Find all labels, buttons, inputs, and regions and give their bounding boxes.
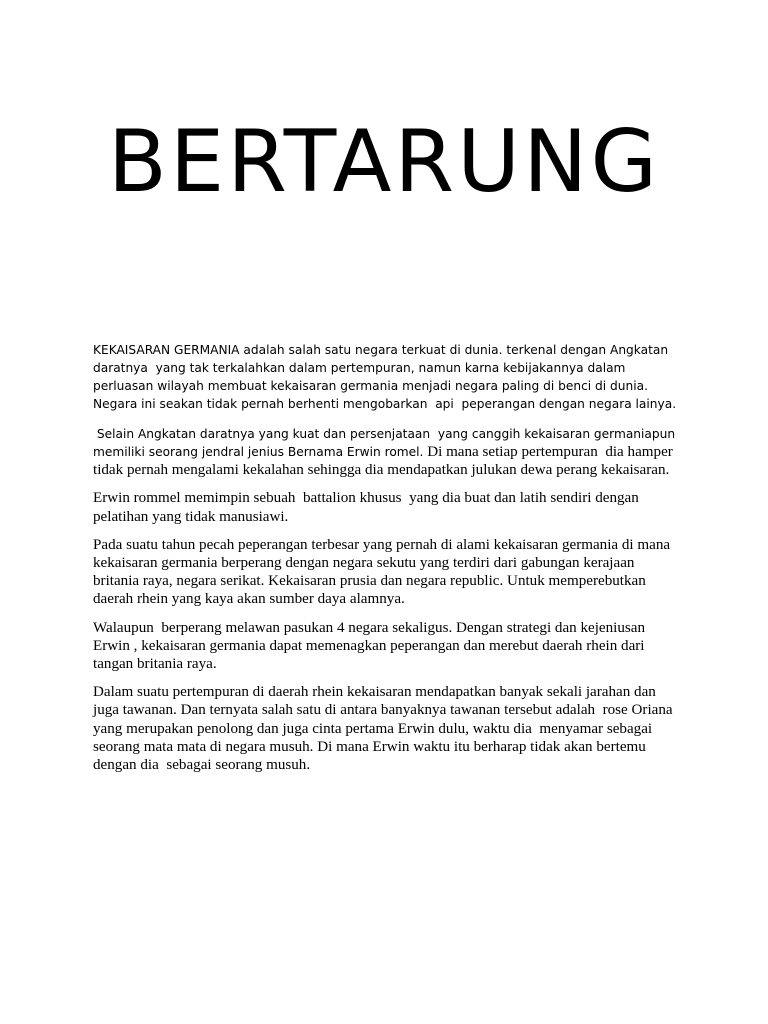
paragraph-1: KEKAISARAN GERMANIA adalah salah satu negara terkuat di dunia. terkenal dengan Angkatan daratnya yang tak terkalahkan dalam pertempuran, namun karna kebijakannya dalam perluasan wilayah membuat kekaisaran germania menjadi negara paling di benci di dunia. Negara ini seakan tidak pernah berhenti mengobarkan api peperangan dengan negara lainya. [93,343,677,411]
document-title: BERTARUNG [107,112,661,212]
paragraph-2-serif-part: Di mana setiap pertempuran dia hamper tidak pernah mengalami kekalahan sehingga dia mendapatkan julukan dewa perang kekaisaran. [93,444,677,479]
paragraph-5: Walaupun berperang melawan pasukan 4 negara sekaligus. Dengan strategi dan kejeniusan Erwin , kekaisaran germania dapat memenagkan peperangan dan merebut daerah rhein dari tangan britania raya. [93,619,649,673]
document-body [93,341,683,784]
paragraph-2 [93,425,683,479]
paragraph-2-sans-part: Selain Angkatan daratnya yang kuat dan persenjataan yang canggih kekaisaran germaniapun memiliki seorang jendral jenius Bernama Erwin romel. [93,427,679,459]
paragraph-3: Erwin rommel memimpin sebuah battalion khusus yang dia buat dan latih sendiri dengan pelatihan yang tidak manusiawi. [93,490,643,525]
paragraph-4: Pada suatu tahun pecah peperangan terbesar yang pernah di alami kekaisaran germania di mana kekaisaran germania berperang dengan negara sekutu yang terdiri dari gabungan kerajaan britania raya, negara serikat. Kekaisaran prusia dan negara republic. Untuk memperebutkan daerah rhein yang kaya akan sumber daya alamnya. [93,536,674,608]
paragraph-6: Dalam suatu pertempuran di daerah rhein kekaisaran mendapatkan banyak sekali jarahan dan juga tawanan. Dan ternyata salah satu di antara banyaknya tawanan tersebut adalah rose Oriana yang merupakan penolong dan juga cinta pertama Erwin dulu, waktu dia menyamar sebagai seorang mata mata di negara musuh. Di mana Erwin waktu itu berharap tidak akan bertemu dengan dia sebagai seorang musuh. [93,684,677,774]
